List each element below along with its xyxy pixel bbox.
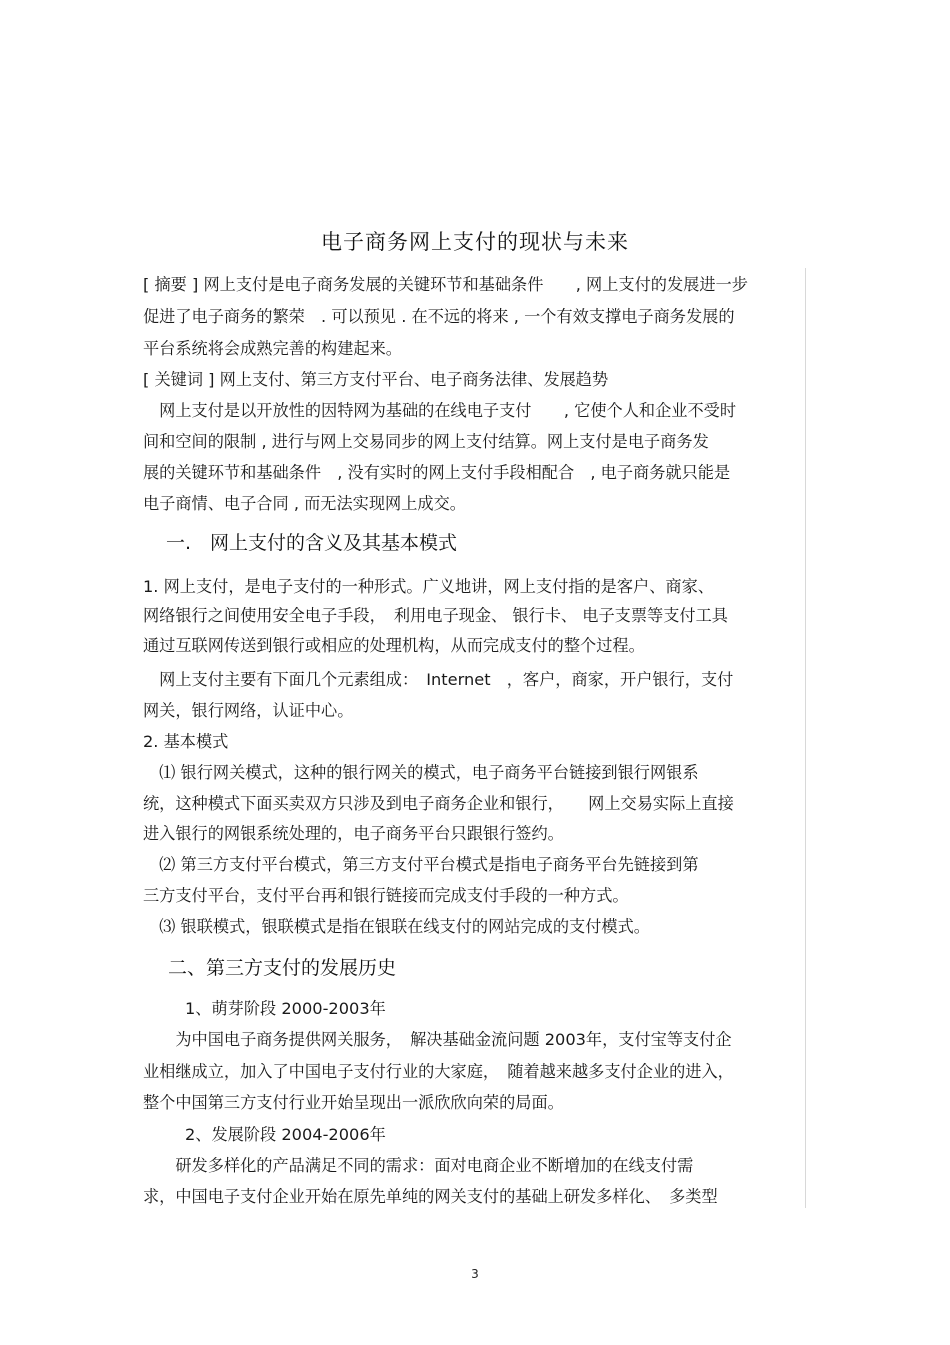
paragraph-line: ⑴ 银行网关模式，这种的银行网关的模式，电子商务平台链接到银行网银系 (143, 763, 699, 782)
paragraph-line: 为中国电子商务提供网关服务， 解决基础金流问题 2003年，支付宝等支付企 (143, 1030, 732, 1049)
abstract-line: [ 摘要 ] 网上支付是电子商务发展的关键环节和基础条件 , 网上支付的发展进一步 (143, 275, 748, 294)
paragraph-line: 研发多样化的产品满足不同的需求：面对电商企业不断增加的在线支付需 (143, 1156, 694, 1175)
paragraph-line: 求，中国电子支付企业开始在原先单纯的网关支付的基础上研发多样化、 多类型 (143, 1187, 718, 1206)
paragraph-line: 整个中国第三方支付行业开始呈现出一派欣欣向荣的局面。 (143, 1093, 564, 1112)
section-heading: 一. 网上支付的含义及其基本模式 (166, 532, 458, 554)
paragraph-line: 通过互联网传送到银行或相应的处理机构，从而完成支付的整个过程。 (143, 636, 645, 655)
paragraph-line: ⑶ 银联模式，银联模式是指在银联在线支付的网站完成的支付模式。 (143, 917, 650, 936)
paragraph-line: 三方支付平台，支付平台再和银行链接而完成支付手段的一种方式。 (143, 886, 629, 905)
paragraph-line: 统，这种模式下面买卖双方只涉及到电子商务企业和银行， 网上交易实际上直接 (143, 794, 734, 813)
abstract-line: 促进了电子商务的繁荣 . 可以预见 . 在不远的将来 , 一个有效支撑电子商务发展的 (143, 307, 735, 326)
document-title: 电子商务网上支付的现状与未来 (321, 230, 629, 254)
paragraph-line: 网关，银行网络，认证中心。 (143, 701, 354, 720)
intro-line: 展的关键环节和基础条件 , 没有实时的网上支付手段相配合 , 电子商务就只能是 (143, 463, 731, 482)
paragraph-line: 网络银行之间使用安全电子手段， 利用电子现金、 银行卡、 电子支票等支付工具 (143, 606, 728, 625)
subheading: 2. 基本模式 (143, 732, 229, 751)
stage-title: 2、发展阶段 2004-2006年 (185, 1125, 386, 1144)
paragraph-line: ⑵ 第三方支付平台模式，第三方支付平台模式是指电子商务平台先链接到第 (143, 855, 699, 874)
keywords-line: [ 关键词 ] 网上支付、第三方支付平台、电子商务法律、发展趋势 (143, 370, 609, 389)
intro-line: 电子商情、电子合同 , 而无法实现网上成交。 (143, 494, 466, 513)
abstract-line: 平台系统将会成熟完善的构建起来。 (143, 339, 402, 358)
section-heading: 二、第三方支付的发展历史 (168, 957, 397, 979)
stage-title: 1、萌芽阶段 2000-2003年 (185, 999, 386, 1018)
right-margin-rule (805, 268, 806, 1208)
page-number: 3 (471, 1267, 479, 1281)
paragraph-line: 进入银行的网银系统处理的，电子商务平台只跟银行签约。 (143, 824, 564, 843)
intro-line: 间和空间的限制 , 进行与网上交易同步的网上支付结算。网上支付是电子商务发 (143, 432, 709, 451)
paragraph-line: 1. 网上支付，是电子支付的一种形式。广义地讲，网上支付指的是客户、商家、 (143, 577, 714, 596)
intro-line: 网上支付是以开放性的因特网为基础的在线电子支付 , 它使个人和企业不受时 (143, 401, 737, 420)
paragraph-line: 业相继成立，加入了中国电子支付行业的大家庭， 随着越来越多支付企业的进入， (143, 1062, 734, 1081)
paragraph-line: 网上支付主要有下面几个元素组成： Internet ，客户，商家，开户银行，支付 (143, 670, 734, 689)
